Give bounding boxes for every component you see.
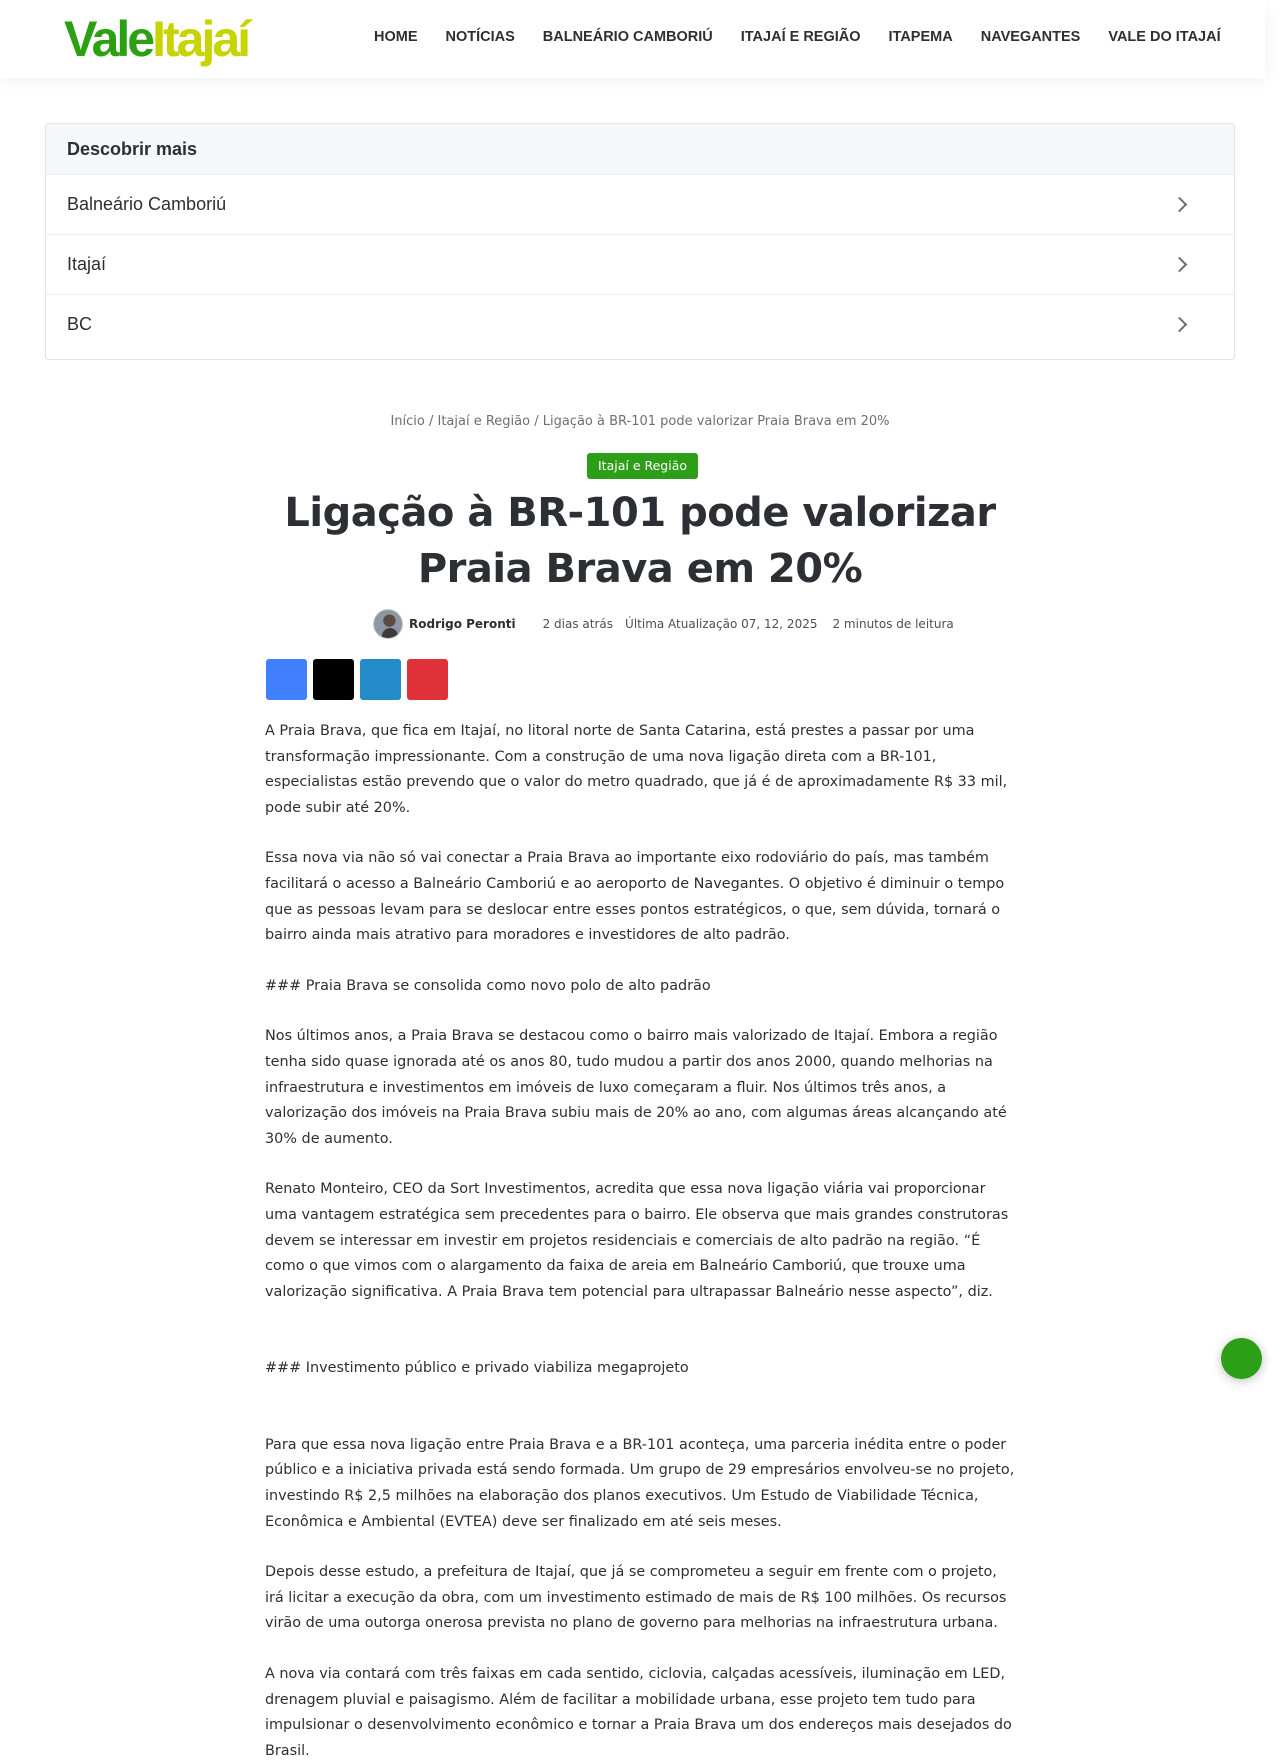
nav-navegantes[interactable]: NAVEGANTES — [980, 29, 1081, 45]
nav-itajai-e-regiao[interactable]: ITAJAÍ E REGIÃO — [740, 29, 861, 45]
discover-more-box — [45, 123, 1235, 360]
logo-vale: Vale — [64, 11, 153, 67]
discover-item-label: BC — [67, 314, 93, 334]
author-avatar[interactable] — [373, 609, 403, 639]
share-buttons — [266, 659, 454, 700]
nav-itapema[interactable]: ITAPEMA — [888, 29, 953, 45]
paragraph: Nos últimos anos, a Praia Brava se destacou como o bairro mais valorizado de Itajaí. Embora a região tenha sido quase ignorada até os anos 80, tudo mudou a partir dos anos 2000, quando melhorias na infraestrutura e investimentos em imóveis de luxo começaram a fluir. Nos últimos três anos, a valorização dos imóveis na Praia Brava subiu mais de 20% ao ano, com algumas áreas alcançando até 30% de aumento. — [265, 1028, 1007, 1147]
paragraph: Para que essa nova ligação entre Praia Brava e a BR-101 aconteça, uma parceria inédita entre o poder público e a iniciativa privada está sendo formada. Um grupo de 29 empresários envolveu-se no projeto, investindo R$ 2,5 milhões na elaboração dos planos executivos. Um Estudo de Viabilidade Técnica, Econômica e Ambiental (EVTEA) deve ser finalizado em até seis meses. — [265, 1436, 1015, 1530]
published-date: 2 dias atrás — [542, 617, 614, 631]
updated-date: Última Atualização 07, 12, 2025 — [625, 617, 818, 631]
linkedin-icon[interactable] — [360, 659, 401, 700]
breadcrumb[interactable]: Início / Itajaí e Região / Ligação à BR-101 pode valorizar Praia Brava em 20% — [390, 414, 890, 429]
chevron-right-icon — [1172, 197, 1188, 213]
discover-item-label: Itajaí — [67, 254, 107, 274]
floating-action-button[interactable] — [1221, 1338, 1262, 1379]
site-logo[interactable] — [64, 8, 248, 70]
paragraph: Essa nova via não só vai conectar a Praia Brava ao importante eixo rodoviário do país, mas também facilitará o acesso a Balneário Camboriú e ao aeroporto de Navegantes. O objetivo é diminuir o tempo que as pessoas levam para se deslocar entre esses pontos estratégicos, o que, sem dúvida, tornará o bairro ainda mais atrativo para moradores e investidores de alto padrão. — [265, 850, 1005, 944]
pinterest-icon[interactable] — [407, 659, 448, 700]
reading-time: 2 minutos de leitura — [832, 617, 954, 631]
paragraph: Renato Monteiro, CEO da Sort Investimentos, acredita que essa nova ligação viária vai proporcionar uma vantagem estratégica sem precedentes para o bairro. Ele observa que mais grandes construtoras devem se interessar em investir em projetos residenciais e comerciais de alto padrão na região. “É como o que vimos com o alargamento da faixa de areia em Balneário Camboriú, que trouxe uma valorização significativa. A Praia Brava tem potencial para ultrapassar Balneário nesse aspecto”, diz. — [265, 1181, 1009, 1300]
paragraph: A nova via contará com três faixas em cada sentido, ciclovia, calçadas acessíveis, iluminação em LED, drenagem pluvial e paisagismo. Além de facilitar a mobilidade urbana, esse projeto tem tudo para impulsionar o desenvolvimento econômico e tornar a Praia Brava um dos endereços mais desejados do Brasil. — [265, 1666, 1012, 1759]
discover-item-label: Balneário Camboriú — [67, 194, 227, 214]
article-title: Ligação à BR-101 pode valorizar Praia Brava em 20% — [284, 490, 996, 592]
nav-vale-do-itajai[interactable]: VALE DO ITAJAÍ — [1108, 29, 1221, 45]
facebook-icon[interactable] — [266, 659, 307, 700]
logo-itajai: Itajaí — [152, 11, 249, 67]
site-header — [0, 0, 1265, 78]
article-body — [265, 719, 1019, 1764]
paragraph: Depois desse estudo, a prefeitura de Itajaí, que já se comprometeu a seguir em frente com o projeto, irá licitar a execução da obra, com um investimento estimado de mais de R$ 100 milhões. Os recursos virão de uma outorga onerosa prevista no plano de governo para melhorias na infraestrutura urbana. — [265, 1564, 1007, 1632]
chevron-right-icon — [1172, 317, 1188, 333]
category-badge[interactable]: Itajaí e Região — [587, 453, 698, 479]
subheading: ### Investimento público e privado viabiliza megaprojeto — [265, 1360, 689, 1377]
main-nav — [374, 29, 1249, 45]
chevron-right-icon — [1172, 257, 1188, 273]
discover-item-itajai[interactable] — [46, 234, 1234, 294]
subheading: ### Praia Brava se consolida como novo polo de alto padrão — [265, 977, 711, 994]
discover-item-bc[interactable] — [46, 294, 1234, 354]
discover-item-balneario-camboriu[interactable] — [46, 174, 1234, 234]
nav-home[interactable]: HOME — [374, 29, 418, 45]
discover-more-title: Descobrir mais — [46, 124, 1234, 174]
x-icon[interactable] — [313, 659, 354, 700]
author-name[interactable]: Rodrigo Peronti — [409, 617, 516, 631]
article-meta — [373, 609, 954, 639]
nav-noticias[interactable]: NOTÍCIAS — [445, 29, 515, 45]
nav-balneario-camboriu[interactable]: BALNEÁRIO CAMBORIÚ — [542, 29, 713, 45]
paragraph: A Praia Brava, que fica em Itajaí, no litoral norte de Santa Catarina, está prestes a passar por uma transformação impressionante. Com a construção de uma nova ligação direta com a BR-101, especialistas estão prevendo que o valor do metro quadrado, que já é de aproximadamente R$ 33 mil, pode subir até 20%. — [265, 723, 1008, 816]
